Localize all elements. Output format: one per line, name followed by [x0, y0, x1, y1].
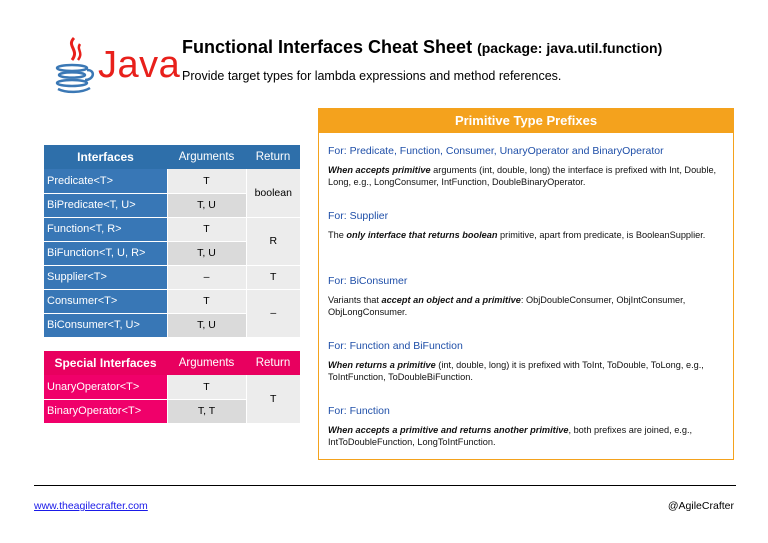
section-title: For: Predicate, Function, Consumer, UnaryOperator and BinaryOperator [328, 145, 664, 157]
panel-title: Primitive Type Prefixes [319, 109, 733, 133]
java-logo [52, 34, 181, 96]
interface-return: T [246, 375, 300, 423]
interface-name: Function<T, R> [44, 217, 167, 241]
interface-args: T, U [167, 193, 246, 217]
interface-name: BinaryOperator<T> [44, 399, 167, 423]
table-row [44, 289, 300, 313]
java-logo-text: Java [98, 44, 181, 86]
header-interfaces: Interfaces [77, 150, 134, 164]
section-body: When accepts a primitive and returns another primitive, both prefixes are joined, e.g., IntToDoubleFunction, LongToIntFunction. [328, 425, 693, 447]
special-interfaces-table [44, 351, 300, 424]
interface-name: Predicate<T> [44, 169, 167, 193]
interface-return: boolean [246, 169, 300, 217]
table-row [44, 217, 300, 241]
table-row [44, 375, 300, 399]
interface-args: T, U [167, 313, 246, 337]
interface-return: – [246, 289, 300, 337]
interface-args: T [167, 375, 246, 399]
primitive-prefixes-panel [318, 108, 734, 460]
interface-name: UnaryOperator<T> [44, 375, 167, 399]
interface-args: T, U [167, 241, 246, 265]
interface-return: R [246, 217, 300, 265]
prefix-section [328, 275, 728, 318]
interface-args: – [167, 265, 246, 289]
prefix-section [328, 145, 728, 188]
social-handle: @AgileCrafter [667, 500, 734, 512]
header-arguments: Arguments [178, 357, 235, 369]
interface-name: BiFunction<T, U, R> [44, 241, 167, 265]
section-body: Variants that accept an object and a primitive: ObjDoubleConsumer, ObjIntConsumer, ObjLongConsumer. [328, 295, 686, 317]
page-subtitle: Provide target types for lambda expressions and method references. [182, 69, 562, 83]
interface-args: T, T [167, 399, 246, 423]
section-title: For: Function [328, 405, 390, 417]
package-label: (package: java.util.function) [477, 40, 663, 56]
prefix-section [328, 340, 728, 383]
website-link[interactable]: www.theagilecrafter.com [34, 500, 148, 512]
section-title: For: BiConsumer [328, 275, 408, 287]
table-row [44, 169, 300, 193]
section-body: The only interface that returns boolean primitive, apart from predicate, is BooleanSupplier. [328, 230, 706, 240]
coffee-cup-icon [52, 34, 98, 96]
prefix-section [328, 405, 728, 448]
header-special-interfaces: Special Interfaces [54, 356, 157, 370]
section-title: For: Supplier [328, 210, 389, 222]
interface-name: Supplier<T> [44, 265, 167, 289]
interface-return: T [246, 265, 300, 289]
interface-args: T [167, 289, 246, 313]
section-body: When returns a primitive (int, double, long) it is prefixed with ToInt, ToDouble, ToLong, e.g., ToIntFunction, ToDoubleBiFunction. [328, 360, 704, 382]
interface-name: BiPredicate<T, U> [44, 193, 167, 217]
footer-divider [34, 485, 736, 486]
interface-args: T [167, 169, 246, 193]
header-return: Return [255, 357, 291, 369]
header-return: Return [255, 151, 291, 163]
prefix-section [328, 210, 728, 242]
section-body: When accepts primitive arguments (int, double, long) the interface is prefixed with Int, Double, Long, e.g., LongConsumer, IntFunction, DoubleBinaryOperator. [328, 165, 717, 187]
interfaces-table [44, 145, 300, 338]
interface-name: BiConsumer<T, U> [44, 313, 167, 337]
title-text: Functional Interfaces Cheat Sheet [182, 37, 473, 57]
special-table-header [44, 351, 300, 375]
page-title [182, 37, 662, 58]
interface-name: Consumer<T> [44, 289, 167, 313]
interface-args: T [167, 217, 246, 241]
section-title: For: Function and BiFunction [328, 340, 463, 352]
header-arguments: Arguments [178, 151, 235, 163]
interfaces-table-header [44, 145, 300, 169]
table-row [44, 265, 300, 289]
